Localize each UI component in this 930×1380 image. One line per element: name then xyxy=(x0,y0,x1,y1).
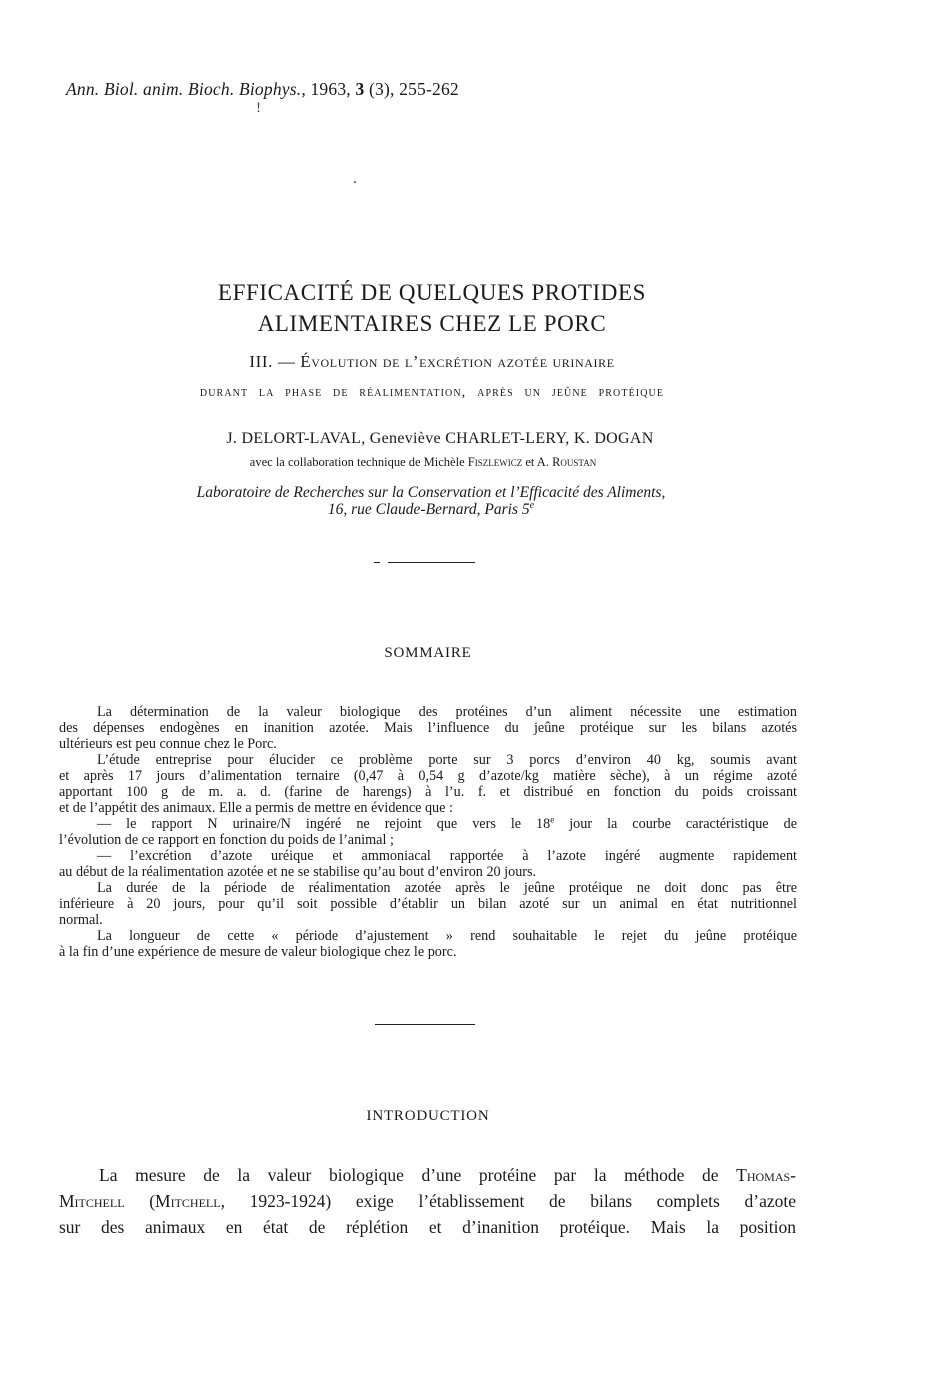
intro-line-part: ( xyxy=(149,1191,156,1211)
summary-line: — l’excrétion d’azote uréique et ammoniacal rapportée à l’azote ingéré augmente rapidement xyxy=(97,848,797,864)
summary-line: et après 17 jours d’alimentation ternaire (0,47 à 0,54 g d’azote/kg matière sèche), à un régime azoté xyxy=(59,768,797,784)
summary-line: La détermination de la valeur biologique des protéines d’un aliment nécessite une estimation xyxy=(97,704,797,720)
paper-title-line-2: ALIMENTAIRES CHEZ LE PORC xyxy=(257,311,607,336)
paper-title-line-1: EFFICACITÉ DE QUELQUES PROTIDES xyxy=(217,280,647,305)
summary-line: au début de la réalimentation azotée et ne se stabilise qu’au bout d’environ 20 jours. xyxy=(59,864,537,880)
separator-rule xyxy=(375,1024,475,1025)
summary-line: normal. xyxy=(59,912,103,928)
affiliation-sup: e xyxy=(529,500,535,511)
summary-line-part: — le rapport N urinaire/N ingéré ne rejoint que vers le 18 xyxy=(97,816,551,832)
intro-author-name: Mitchell xyxy=(59,1191,125,1211)
summary-line: L’étude entreprise pour élucider ce problème porte sur 3 porcs d’environ 40 kg, soumis avant xyxy=(97,752,797,768)
citation-issue-pages: (3), 255-262 xyxy=(368,79,459,99)
collab-and: et A. xyxy=(525,455,549,469)
summary-line: et de l’appétit des animaux. Elle a permis de mettre en évidence que : xyxy=(59,800,453,816)
summary-line: La longueur de cette « période d’ajustement » rend souhaitable le rejet du jeûne protéique xyxy=(97,928,797,944)
summary-line: à la fin d’une expérience de mesure de valeur biologique chez le porc. xyxy=(59,944,457,960)
intro-line xyxy=(59,1188,796,1214)
paper-subtitle-line-2: durant la phase de réalimentation, après un jeûne protéique xyxy=(199,384,665,400)
collab-name-1: Fiszlewicz xyxy=(467,455,523,469)
summary-line: La durée de la période de réalimentation azotée après le jeûne protéique ne doit donc pas être xyxy=(97,880,797,896)
summary-line: ultérieurs est peu connue chez le Porc. xyxy=(59,736,277,752)
summary-body xyxy=(59,704,797,960)
intro-author-name: Thomas- xyxy=(736,1165,796,1185)
intro-line: sur des animaux en état de réplétion et d’inanition protéique. Mais la position xyxy=(59,1217,796,1237)
collab-prefix: avec la collaboration technique de Michèle xyxy=(249,455,465,469)
separator-rule xyxy=(388,562,475,563)
intro-line-part: La mesure de la valeur biologique d’une protéine par la méthode de xyxy=(99,1165,719,1185)
journal-citation xyxy=(66,79,459,100)
introduction-heading: INTRODUCTION xyxy=(366,1108,490,1124)
introduction-body xyxy=(59,1162,796,1240)
affiliation-line-1: Laboratoire de Recherches sur la Conservation et l’Efficacité des Aliments, xyxy=(196,484,666,501)
affiliation-line-2 xyxy=(0,500,862,519)
summary-line xyxy=(59,816,797,832)
stray-dot xyxy=(354,181,356,183)
paper-subtitle-line-1: III. — Évolution de l’excrétion azotée urinaire xyxy=(249,352,615,371)
citation-year: 1963, xyxy=(310,79,351,99)
summary-line: l’évolution de ce rapport en fonction du poids de l’animal ; xyxy=(59,832,394,848)
summary-line: des dépenses endogènes en inanition azotée. Mais l’influence du jeûne protéique sur les bilans azotés xyxy=(59,720,797,736)
summary-heading: SOMMAIRE xyxy=(384,645,472,661)
summary-line-part: jour la courbe caractéristique de xyxy=(554,816,797,832)
citation-volume: 3 xyxy=(355,79,365,99)
intro-line xyxy=(59,1162,796,1188)
technical-collaboration xyxy=(0,455,846,470)
affiliation-address: 16, rue Claude-Bernard, Paris 5 xyxy=(327,501,530,519)
summary-line: apportant 100 g de m. a. d. (farine de harengs) à l’u. f. et distribué en fonction du poids croissant xyxy=(59,784,797,800)
authors: J. DELORT-LAVAL, Geneviève CHARLET-LERY, K. DOGAN xyxy=(226,430,654,447)
summary-sup: e xyxy=(550,814,555,825)
intro-author-name: Mitchell xyxy=(155,1191,221,1211)
summary-line: inférieure à 20 jours, pour qu’il soit possible d’établir un bilan azoté sur un animal en état nutritionnel xyxy=(59,896,797,912)
collab-name-2: Roustan xyxy=(552,455,597,469)
separator-rule xyxy=(374,562,380,563)
intro-line-part: , 1923-1924) exige l’établissement de bilans complets d’azote xyxy=(220,1191,797,1211)
stray-mark: ! xyxy=(256,100,261,116)
journal-name: Ann. Biol. anim. Bioch. Biophys., xyxy=(66,79,306,99)
